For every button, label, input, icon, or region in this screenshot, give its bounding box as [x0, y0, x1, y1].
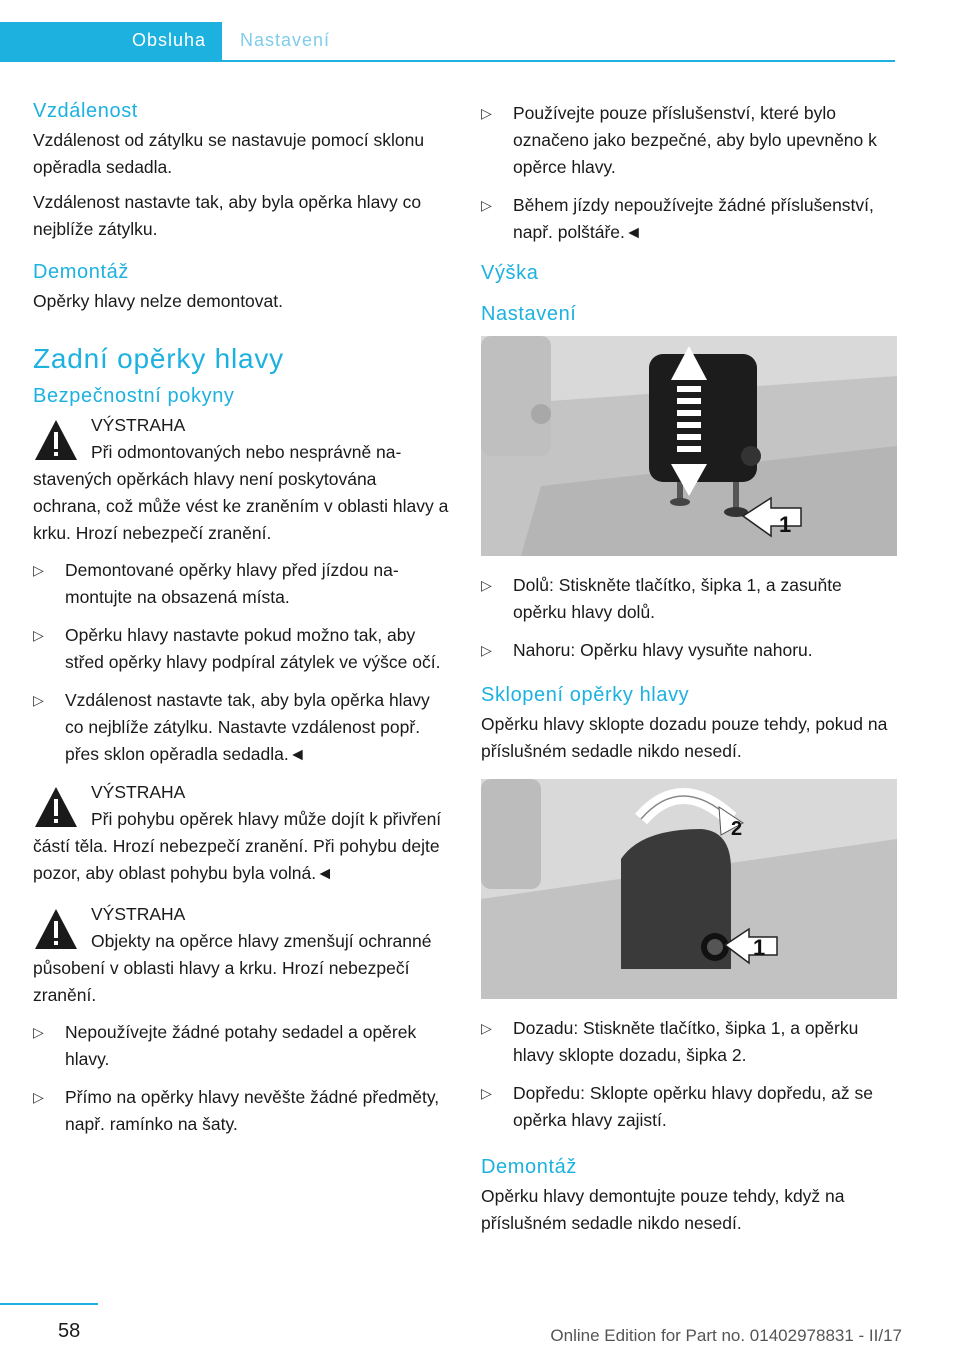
- warning-icon: [33, 418, 79, 462]
- warning-block: [33, 901, 449, 1009]
- warning-title: VÝSTRAHA: [91, 782, 186, 802]
- paragraph: Opěrku hlavy sklopte dozadu pouze tehdy, pokud na příslušném sedadle nikdo nesedí.: [481, 714, 888, 761]
- list: [33, 1019, 449, 1138]
- edition-footer: Online Edition for Part no. 01402978831 - II/17: [550, 1326, 902, 1345]
- warning-text: Při odmontovaných nebo nesprávně nastavených opěrkách hlavy není poskytována ochrana, což může vést ke zraněním v oblasti hlavy a krku. Hrozí nebezpečí zranění.: [33, 442, 449, 543]
- page-number-rule: [0, 1303, 98, 1305]
- right-column: [481, 100, 897, 1245]
- left-column: [33, 100, 449, 1149]
- page-number: 58: [58, 1320, 81, 1342]
- bullet-icon: ▷: [33, 1089, 44, 1105]
- warning-block: [33, 779, 449, 887]
- figure-label-1: 1: [753, 935, 766, 960]
- headrest-tilt-figure: [481, 779, 897, 999]
- warning-title: VÝSTRAHA: [91, 415, 186, 435]
- warning-title: VÝSTRAHA: [91, 904, 186, 924]
- tab-obsluha[interactable]: [0, 22, 222, 60]
- list-item: ▷ Během jízdy nepoužívejte žádné příslušenství, např. polštáře.◄: [481, 192, 897, 246]
- bullet-icon: ▷: [33, 1024, 44, 1040]
- list-item: ▷ Vzdálenost nastavte tak, aby byla opěrka hlavy co nejblíže zátylku. Nastavte vzdálenost popř. přes sklon opěradla sedadla.◄: [33, 687, 449, 768]
- paragraph: Vzdálenost nastavte tak, aby byla opěrka hlavy co nejblíže zátylku.: [33, 192, 422, 239]
- bullet-icon: ▷: [481, 577, 492, 593]
- bullet-icon: ▷: [481, 105, 492, 121]
- list-item: ▷ Dopředu: Sklopte opěrku hlavy dopředu, až se opěrka hlavy zajistí.: [481, 1080, 897, 1134]
- bullet-icon: ▷: [33, 562, 44, 578]
- bullet-icon: ▷: [33, 692, 44, 708]
- warning-text: Při pohybu opěrek hlavy může dojít k přivření částí těla. Hrozí nebezpečí zranění. Při pohybu dejte pozor, aby oblast pohybu byla volná.◄: [33, 809, 442, 883]
- paragraph: Vzdálenost od zátylku se nastavuje pomocí sklonu opěradla sedadla.: [33, 130, 425, 177]
- bullet-icon: ▷: [481, 197, 492, 213]
- list-item: ▷ Opěrku hlavy nastavte pokud možno tak, aby střed opěrky hlavy podpíral zátylek ve výšce očí.: [33, 622, 449, 676]
- heading-bezpecnostni-pokyny: Bezpečnostní pokyny: [33, 385, 235, 407]
- tab-nastaveni[interactable]: Nastavení: [240, 30, 331, 50]
- paragraph: Opěrky hlavy nelze demontovat.: [33, 291, 283, 311]
- list-item: ▷ Používejte pouze příslušenství, které bylo označeno jako bezpečné, aby bylo upevněno k opěrce hlavy.: [481, 100, 897, 181]
- headrest-height-figure: [481, 336, 897, 556]
- section-title: Zadní opěrky hlavy: [33, 343, 284, 374]
- list-item: ▷ Demontované opěrky hlavy před jízdou namontujte na obsazená místa.: [33, 557, 449, 611]
- warning-text: Objekty na opěrce hlavy zmenšují ochranné působení v oblasti hlavy a krku. Hrozí nebezpečí zranění.: [33, 931, 432, 1005]
- list-item: ▷ Nepoužívejte žádné potahy sedadel a opěrek hlavy.: [33, 1019, 449, 1073]
- warning-icon: [33, 785, 79, 829]
- heading-demontaz: Demontáž: [33, 261, 129, 283]
- warning-icon: [33, 907, 79, 951]
- heading-nastaveni: Nastavení: [481, 303, 577, 325]
- list-item: ▷ Přímo na opěrky hlavy nevěšte žádné předměty, např. ramínko na šaty.: [33, 1084, 449, 1138]
- bullet-icon: ▷: [481, 1085, 492, 1101]
- bullet-icon: ▷: [481, 1020, 492, 1036]
- list-item: ▷ Nahoru: Opěrku hlavy vysuňte nahoru.: [481, 637, 897, 664]
- bullet-icon: ▷: [481, 642, 492, 658]
- list: [481, 572, 897, 664]
- heading-vyska: Výška: [481, 262, 539, 284]
- list: [33, 557, 449, 768]
- tab-obsluha-label: Obsluha: [131, 30, 206, 50]
- heading-demontaz-right: Demontáž: [481, 1156, 577, 1178]
- paragraph: Opěrku hlavy demontujte pouze tehdy, když na příslušném sedadle nikdo nesedí.: [481, 1186, 845, 1233]
- headrest-height-illustration: [481, 336, 897, 556]
- warning-block: [33, 412, 449, 547]
- bullet-icon: ▷: [33, 627, 44, 643]
- list: [481, 100, 897, 246]
- figure-label-1: 1: [779, 512, 792, 537]
- list-item: ▷ Dolů: Stiskněte tlačítko, šipka 1, a zasuňte opěrku hlavy dolů.: [481, 572, 897, 626]
- list: [481, 1015, 897, 1134]
- heading-vzdalenost: Vzdálenost: [33, 100, 138, 122]
- page-header: [0, 0, 895, 62]
- figure-label-2: 2: [731, 818, 743, 840]
- list-item: ▷ Dozadu: Stiskněte tlačítko, šipka 1, a opěrku hlavy sklopte dozadu, šipka 2.: [481, 1015, 897, 1069]
- heading-sklopeni: Sklopení opěrky hlavy: [481, 684, 690, 706]
- header-rule: [0, 60, 895, 62]
- headrest-tilt-illustration: [481, 779, 897, 999]
